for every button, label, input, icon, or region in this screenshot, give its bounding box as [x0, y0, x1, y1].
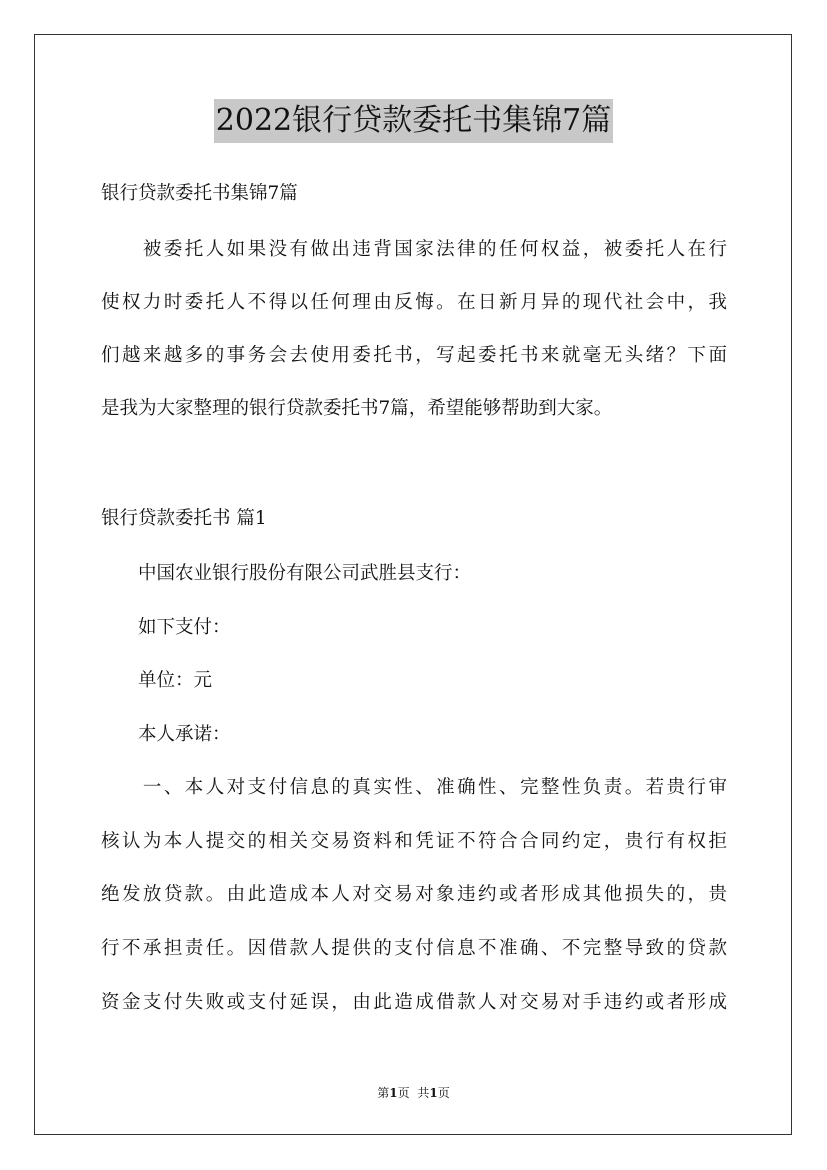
footer-page-mid: 页 [397, 1086, 410, 1100]
page-footer [0, 1085, 827, 1101]
footer-total-prefix: 共 [417, 1086, 430, 1100]
document-subtitle: 银行贷款委托书集锦7篇 [101, 183, 298, 204]
commitment-line: 本人承诺： [101, 724, 231, 745]
footer-total-number: 1 [429, 1086, 438, 1100]
clause-line-2: 核认为本人提交的相关交易资料和凭证不符合合同约定，贵行有权拒 [101, 831, 727, 852]
section-heading: 银行贷款委托书 篇1 [101, 508, 267, 529]
intro-line-1: 被委托人如果没有做出违背国家法律的任何权益，被委托人在行 [101, 239, 727, 260]
clause-line-4: 行不承担责任。因借款人提供的支付信息不准确、不完整导致的贷款 [101, 938, 727, 959]
intro-line-3: 们越来越多的事务会去使用委托书，写起委托书来就毫无头绪？下面 [101, 345, 727, 366]
clause-line-3: 绝发放贷款。由此造成本人对交易对象违约或者形成其他损失的，贵 [101, 884, 727, 905]
intro-line-2: 使权力时委托人不得以任何理由反悔。在日新月异的现代社会中，我 [101, 292, 727, 313]
footer-page-number: 1 [389, 1086, 398, 1100]
intro-line-4: 是我为大家整理的银行贷款委托书7篇，希望能够帮助到大家。 [101, 398, 613, 419]
clause-line-1: 一、本人对支付信息的真实性、准确性、完整性负责。若贵行审 [101, 777, 727, 798]
addressee-line: 中国农业银行股份有限公司武胜县支行： [101, 563, 472, 584]
clause-line-5: 资金支付失败或支付延误，由此造成借款人对交易对手违约或者形成 [101, 992, 727, 1013]
unit-line: 单位：元 [101, 670, 213, 691]
payment-line: 如下支付： [101, 617, 231, 638]
title-container [0, 99, 827, 143]
footer-page-prefix: 第 [377, 1086, 390, 1100]
footer-total-suffix: 页 [437, 1086, 450, 1100]
document-title: 2022银行贷款委托书集锦7篇 [214, 99, 613, 143]
